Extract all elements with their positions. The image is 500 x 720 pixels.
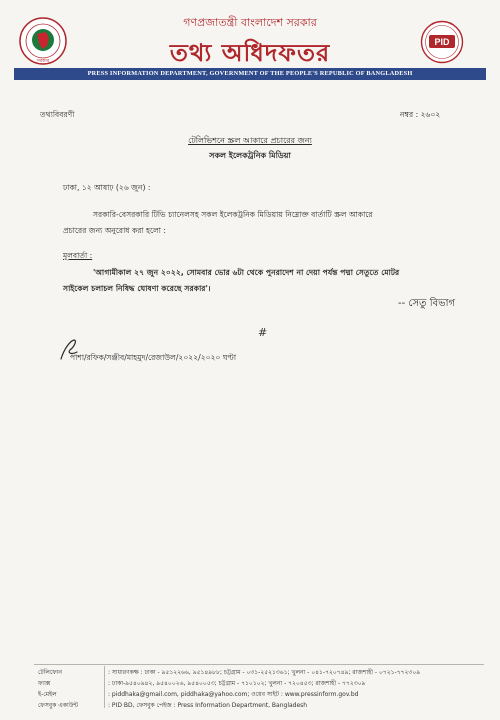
heading-line-2: সকল ইলেকট্রনিক মিডিয়া [209,151,291,160]
request-line-1: সরকারি-বেসরকারি টিভি চ্যানেলসহ সকল ইলেকট্রনিক মিডিয়ায় নিম্নোক্ত বার্তাটি স্ক্রল আকারে [93,210,373,219]
footer-label-phone: টেলিফোন [38,669,63,676]
document-type-label: তথ্যবিবরণী [40,110,75,119]
footer-value-facebook: : PID BD, ফেসবুক পেইজ : Press Information Department, Bangladesh [108,702,308,709]
footer-value-email: : piddhaka@gmail.com, piddhaka@yahoo.com; ওয়েব সাইট : www.pressinform.gov.bd [108,691,359,698]
document-number: নম্বর : ২৬০২ [400,110,441,119]
footer-value-phone: : সাধারণকক্ষ : ঢাকা - ৯৫১২২৬৬, ৯৫১৪৯৮৮; চট্টগ্রাম - ০৩১-২৫২১৩৬১; খুলনা - ০৪১-৭২০৭৪৯; রাজশাহী - ০৭২১-৭৭২৩০৯ [108,669,421,676]
request-line-2: প্রচারের জন্য অনুরোধ করা হলো : [63,226,166,235]
reference-line: পাশা/রফিক/সঞ্জীব/মাহমুদ/রেজাউল/২০২২/২০২০ ঘণ্টা [70,353,237,362]
footer-label-facebook: ফেসবুক একাউন্ট [38,702,79,709]
footer-value-fax: : ঢাকা-৯৫৪০৯৪২, ৯৫৪০০২৬, ৯৫৪০০৫৩; চট্টগ্রাম - ৭১০১০২; খুলনা - ৭২০৪৫৩; রাজশাহী - ৭৭২৩০৯ [108,680,366,687]
department-title: তথ্য অধিদফতর [169,38,331,67]
heading-line-1: টেলিভিশনে স্ক্রল আকারে প্রচারের জন্য [188,136,312,145]
footer-divider [34,664,484,665]
message-line-2: সাইকেল চলাচল নিষিদ্ধ ঘোষণা করেছে সরকার'। [63,284,211,293]
signoff: -- সেতু বিভাগ [398,298,456,309]
footer-label-fax: ফ্যাক্স [38,680,51,687]
date-line: ঢাকা, ১২ আষাঢ় (২৬ জুন) : [63,183,151,192]
pid-logo-text: PID [434,37,450,47]
footer-label-email: ই-মেইল [38,691,57,698]
end-mark: # [258,326,268,339]
seal-text: সরকার [36,59,50,64]
footer-column-divider [104,666,105,708]
department-banner: PRESS INFORMATION DEPARTMENT, GOVERNMENT OF THE PEOPLE'S REPUBLIC OF BANGLADESH [14,68,486,80]
message-line-1: 'আগামীকাল ২৭ জুন ২০২২, সোমবার ভোর ৬টা থেকে পুনরাদেশ না দেয়া পর্যন্ত পদ্মা সেতুতে মোটর [93,268,400,277]
main-message-label: মূলবার্তা : [63,251,93,260]
government-line: গণপ্রজাতন্ত্রী বাংলাদেশ সরকার [183,16,317,29]
